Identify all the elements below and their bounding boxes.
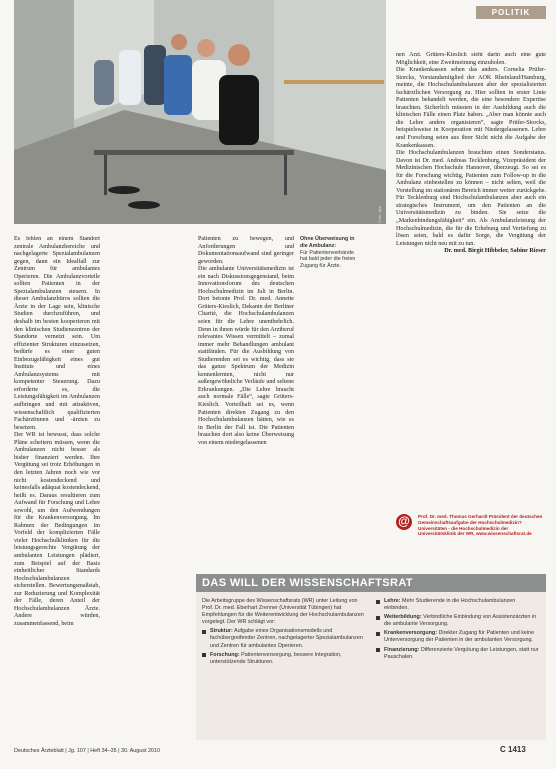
article-column-1	[14, 236, 100, 741]
paragraph: Die ambulante Universitätsmedizin ist ein nach Diskussionsgegenstand, beim Innovationsforum des deutschen Hochschulmedizin im Juli in Berlin. Dort betonte Prof. Dr. med. Annette Grüters-Kieslich, Dekanin der Berliner Charité, die Hochschulambulanzen seien für die Lehre unentbehrlich. Denn in ihnen würde für den Arztberuf relevantes Wissen vermittelt – zumal immer mehr Behandlungen ambulant stattfänden. Für die Ausbildung von Studierenden sei es wichtig, dass sie das ganze Spektrum der Medizin kennenlernten, nicht nur außergewöhnliche Verläufe und seltene Erkrankungen. „Die Lehre braucht auch normale Fälle“, sagte Grüters-Kieslich. Vorteilhaft sei es, wenn Patienten direkten Zugang zu den Hochschulambulanzen hätten, wie es in Berlin der Fall ist. Die Patienten brauchen dort also keine Überweisung von einem niedergelassenen	[198, 266, 294, 446]
box-heading: DAS WILL DER WISSENSCHAFTSRAT	[196, 574, 546, 592]
page-number: C 1413	[500, 745, 526, 754]
list-item: Weiterbildung: Verbindliche Einbindung von Assistenzärzten in die ambulante Versorgung.	[376, 614, 540, 628]
paragraph: Der WR ist bewusst, dass solche Pläne scheitern müssen, wenn die Ambulanzen nicht besser als bisher finanziert werden. Ihre Vergütung sei trotz Erhöhungen in den letzten Jahren noch wie vor nicht kostendeckend und keinesfalls adäquat kostendeckend, heißt es. Daraus resultieren zum Aufwand für Forschung und Lehre sowohl, um den Aufwendungen für die Krankenversorgung. Im Rahmen der Bedingungen im Vorfeld der komplizierten Fälle vieler Hochschulkliniken für die leistungsgerechte Vergütung der ambulanten Leistungen plädiert, zum Beispiel auf der Basis einheitlicher Standards Hochschulambulanzen sicherstellen. Bewertungsmaßstab, zur Reduzierung und Komplexität der Fälle, deren Anteil der Hochschulambulanzen Ärzte. Andere würden, zusammenfassend, beim	[14, 432, 100, 627]
article-authors: Dr. med. Birgit Hibbeler, Sabine Rieser	[444, 248, 546, 255]
waiting-room-illustration	[14, 0, 386, 224]
article-column-1b	[106, 236, 192, 741]
author-note: Prof. Dr. med. Thomas Gerhardt Präsident der deutschen Gemeinschaftsaufgabe der Hochschulmedizin? Universitäten - die Hochschulmedizin der Universitätsklinik der WR, www.wissenschaftsrat.de	[418, 514, 543, 537]
paragraph: Die Krankenkassen sehen das anders. Cornelia Prüfer-Storcks, Vorstandsmitglied der AOK Rheinland/Hamburg, meinte, die Hochschulambulanzen aber der spezialisierten fachärztlichen Versorgung zu. Hier sollten in erster Linie Patienten behandelt werden, die eine besondere Expertise brauchten. Sicherlich müssten in der Ausbildung auch die klinischen Fälle einen Platz haben. „Aber man könnte auch die Lehre anders organisieren“, sagte Prüfer-Storcks, beispielsweise in Kooperation mit Niedergelassenen. Lehre und Forschung seien aus ihrer Sicht nicht die Aufgabe der Krankenkassen.	[396, 67, 546, 149]
section-label: POLITIK	[476, 6, 546, 19]
at-icon: @	[396, 514, 412, 530]
box-body	[202, 598, 540, 736]
list-item: Finanzierung: Differenzierte Vergütung der Leistungen, statt nur Pauschalen.	[376, 647, 540, 661]
paragraph: Die Hochschulambulanzen brauchten einen Sonderstatus. Davon ist Dr. med. Andreas Tecklenburg, Vizepräsident der Medizinischen Hochschule Hannover, überzeugt. So sei es für die Forschung wichtig, Patienten zum Follow-up in die Ambulanz einbestellen zu können – nicht selten, weil die Vorstellung im stationären Bereich immer weiter zurückgehe. Für Tecklenburg sind Hochschulambulanzen aber auch ein strategisches Instrument, um den Patienten an die Universitätsmedizin zu binden. Sie setze die „Markenbindungsfähigkeit“ ein. Als Ambulanzleistung der Hochschulmedizin, die für die Erhebung und Vertiefung zu lösen seien, bald es dafür Sorge, die Vergütung der Leistungen nicht neu mit zu tun.	[396, 150, 546, 247]
caption-title: Ohne Überweisung in die Ambulanz:	[300, 236, 355, 249]
list-item: Krankenversorgung: Direkter Zugang für Patienten und keine Unterversorgung der Patienten in der ambulanten Versorgung.	[376, 630, 540, 644]
paragraph: nen Arzt. Grüters-Kieslich sieht darin auch eine gute Möglichkeit, eine Zweitmeinung einzuholen.	[396, 52, 546, 66]
author-info	[396, 512, 546, 548]
hospital-waiting-photo	[14, 0, 386, 224]
article-column-2	[198, 236, 294, 566]
caption-text: Für Patientenverbände hat bald jeder die freien Zugang für Ärzte.	[300, 249, 356, 270]
list-item: Lehre: Mehr Studierende in die Hochschulambulanzen einbinden.	[376, 598, 540, 612]
photo-credit: Foto: dpa	[377, 206, 382, 223]
paragraph: Es fehlen an einem Standort zentrale Ambulanzbereiche und nachgelagerte Spezialambulanzen gegen, dann ein Idealfall zur Zentrum für ambulantes Operieren. Die Ambulanzvorteile sollten Patienten in der Spezialambulanzen steuern. In dieser Ambulanzbüros sollten die Ärzte in der Lage sein, klinische Studien durchzuführen, und deshalb im besten kooperieren mit den klinischen Studienzentren der Standorte vernetzt sein. Um effizienter Strukturen einzusetzen, bedürfe es einer guten Einbezugsfähigkeit eines gut Instituts und eines Ambulanzsystems mit kompetenter Steuerung. Dazu erforderte es, die Leistungsfähigkeit im Ambulanzen aufbringen und mit attraktiven, wissenschaftlich qualifizierten Fachärztinnen und -ärzten zu besetzen.	[14, 236, 100, 431]
article-column-3	[396, 52, 546, 508]
paragraph: Patienten zu bewegen, und Anforderungen und Dokumentationsaufwand sind geringer geworden.	[198, 236, 294, 265]
list-item: Forschung: Patientenversorgung, bessere Integration, unterstützende Strukturen.	[202, 652, 366, 666]
box-left-column	[202, 598, 366, 668]
wissenschaftsrat-box	[196, 574, 546, 740]
box-intro: Die Arbeitsgruppe des Wissenschaftsrats (WR) unter Leitung von Prof. Dr. med. Eberhart Zrenner (Universität Tübingen) hat Empfehlungen für die Weiterentwicklung der Hochschulambulanzen vorgelegt. Der WR schlägt vor:	[202, 598, 364, 626]
page-footer: Deutsches Ärzteblatt | Jg. 107 | Heft 34–35 | 30. August 2010	[14, 748, 160, 754]
box-right-column	[376, 598, 540, 663]
list-item: Struktur: Aufgabe eines Organisationsmodells und fachübergreifender Zentren, nachgelagerter Spezialambulanzen und Zentren für ambulantes Operieren.	[202, 628, 366, 649]
photo-caption	[300, 236, 360, 270]
